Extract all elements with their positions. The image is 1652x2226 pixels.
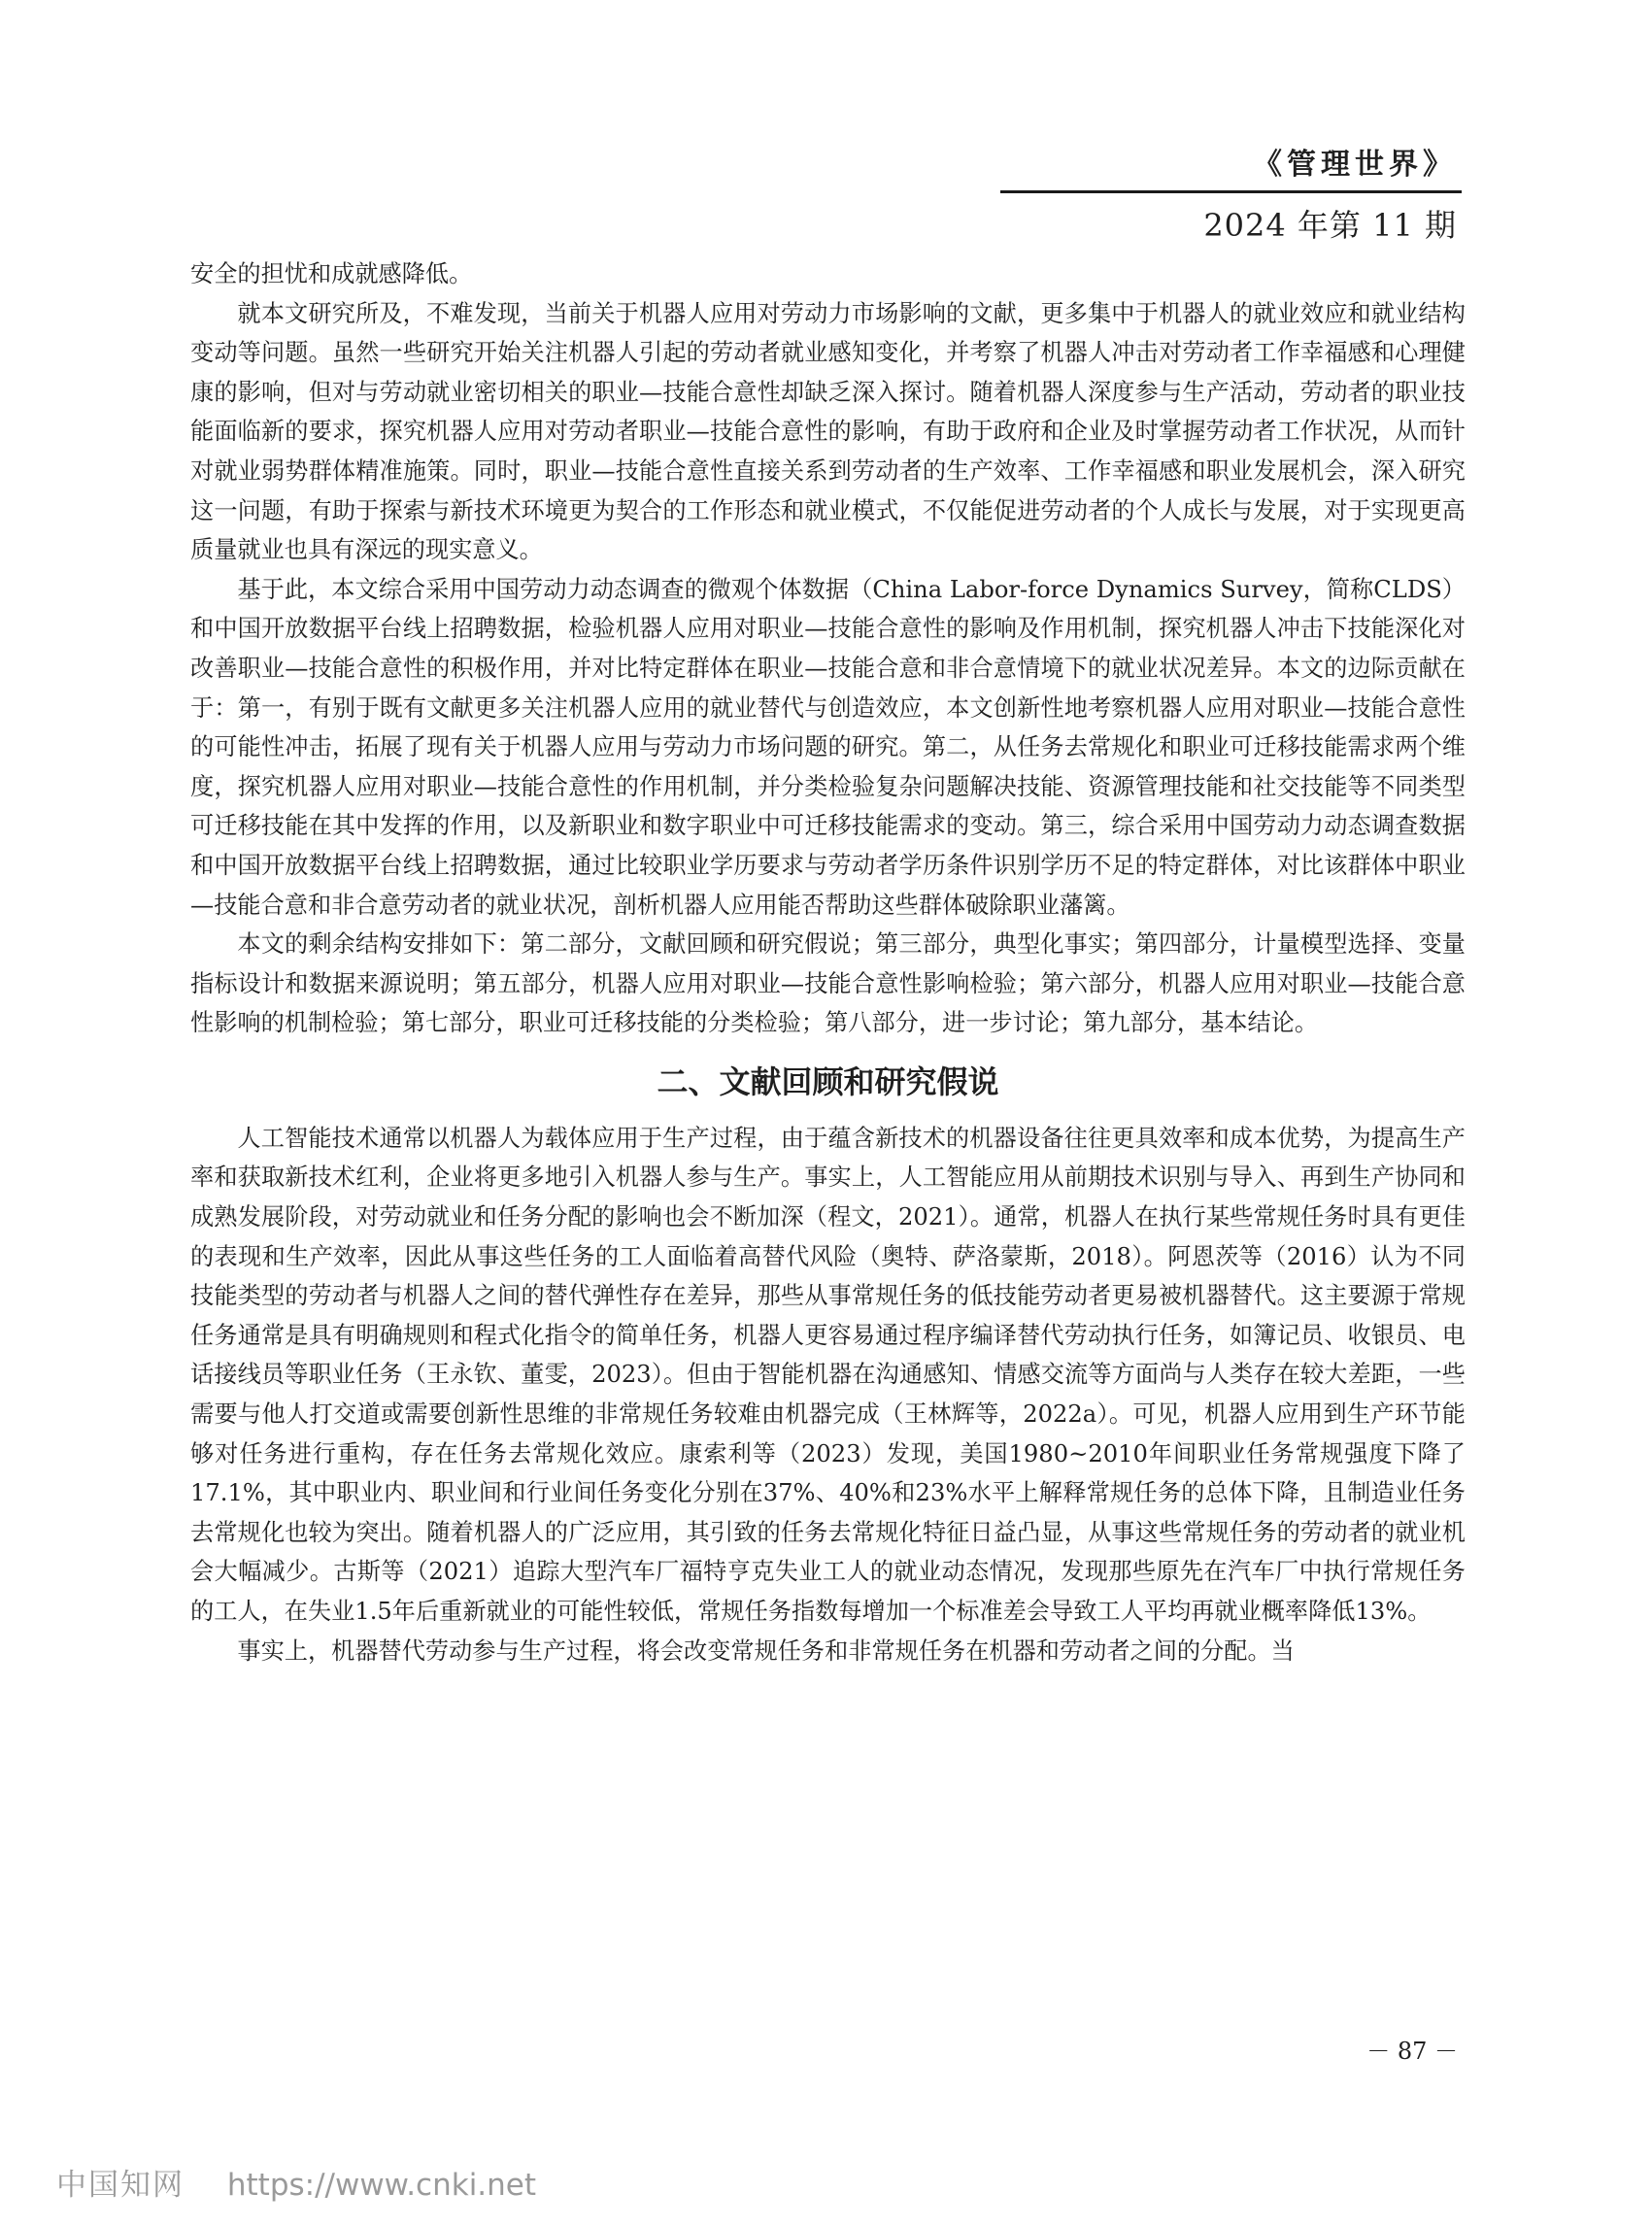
journal-title: 《管理世界》 [1253, 148, 1457, 182]
continued-paragraph: 安全的担忧和成就感降低。 [190, 260, 473, 287]
paragraph-research-gap: 就本文研究所及，不难发现，当前关于机器人应用对劳动力市场影响的文献，更多集中于机器人的就业效应和就业结构变动等问题。虽然一些研究开始关注机器人引起的劳动者就业感知变化，并考察了机器人冲击对劳动者工作幸福感和心理健康的影响，但对与劳动就业密切相关的职业—技能合意性却缺乏深入探讨。随着机器人深度参与生产活动，劳动者的职业技能面临新的要求，探究机器人应用对劳动者职业—技能合意性的影响，有助于政府和企业及时掌握劳动者工作状况，从而针对就业弱势群体精准施策。同时，职业—技能合意性直接关系到劳动者的生产效率、工作幸福感和职业发展机会，深入研究这一问题，有助于探索与新技术环境更为契合的工作形态和就业模式，不仅能促进劳动者的个人成长与发展，对于实现更高质量就业也具有深远的现实意义。 [190, 299, 1466, 564]
cnki-watermark [56, 2160, 536, 2204]
paragraph-literature: 人工智能技术通常以机器人为载体应用于生产过程，由于蕴含新技术的机器设备往往更具效率和成本优势，为提高生产率和获取新技术红利，企业将更多地引入机器人参与生产。事实上，人工智能应用从前期技术识别与导入、再到生产协同和成熟发展阶段，对劳动就业和任务分配的影响也会不断加深（程文，2021）。通常，机器人在执行某些常规任务时具有更佳的表现和生产效率，因此从事这些任务的工人面临着高替代风险（奥特、萨洛蒙斯，2018）。阿恩茨等（2016）认为不同技能类型的劳动者与机器人之间的替代弹性存在差异，那些从事常规任务的低技能劳动者更易被机器替代。这主要源于常规任务通常是具有明确规则和程式化指令的简单任务，机器人更容易通过程序编译替代劳动执行任务，如簿记员、收银员、电话接线员等职业任务（王永钦、董雯，2023）。但由于智能机器在沟通感知、情感交流等方面尚与人类存在较大差距，一些需要与他人打交道或需要创新性思维的非常规任务较难由机器完成（王林辉等，2022a）。可见，机器人应用到生产环节能够对任务进行重构，存在任务去常规化效应。康索利等（2023）发现，美国1980~2010年间职业任务常规强度下降了17.1%，其中职业内、职业间和行业间任务变化分别在37%、40%和23%水平上解释常规任务的总体下降，且制造业任务去常规化也较为突出。随着机器人的广泛应用，其引致的任务去常规化特征日益凸显，从事这些常规任务的劳动者的就业机会大幅减少。古斯等（2021）追踪大型汽车厂福特亨克失业工人的就业动态情况，发现那些原先在汽车厂中执行常规任务的工人，在失业1.5年后重新就业的可能性较低，常规任务指数每增加一个标准差会导致工人平均再就业概率降低13%。 [190, 1124, 1466, 1625]
section-heading: 二、文献回顾和研究假说 [657, 1062, 999, 1100]
paragraph-contributions: 基于此，本文综合采用中国劳动力动态调查的微观个体数据（China Labor-force Dynamics Survey，简称CLDS）和中国开放数据平台线上招聘数据，检验机器人应用对职业—技能合意性的影响及作用机制，探究机器人冲击下技能深化对改善职业—技能合意性的积极作用，并对比特定群体在职业—技能合意和非合意情境下的就业状况差异。本文的边际贡献在于：第一，有别于既有文献更多关注机器人应用的就业替代与创造效应，本文创新性地考察机器人应用对职业—技能合意性的可能性冲击，拓展了现有关于机器人应用与劳动力市场问题的研究。第二，从任务去常规化和职业可迁移技能需求两个维度，探究机器人应用对职业—技能合意性的作用机制，并分类检验复杂问题解决技能、资源管理技能和社交技能等不同类型可迁移技能在其中发挥的作用，以及新职业和数字职业中可迁移技能需求的变动。第三，综合采用中国劳动力动态调查数据和中国开放数据平台线上招聘数据，通过比较职业学历要求与劳动者学历条件识别学历不足的特定群体，对比该群体中职业—技能合意和非合意劳动者的就业状况，剖析机器人应用能否帮助这些群体破除职业藩篱。 [190, 575, 1466, 919]
issue-info: 2024 年第 11 期 [1203, 207, 1457, 244]
header-rule [1000, 190, 1462, 193]
watermark-url[interactable]: https://www.cnki.net [226, 2168, 537, 2203]
paragraph-structure: 本文的剩余结构安排如下：第二部分，文献回顾和研究假说；第三部分，典型化事实；第四部分，计量模型选择、变量指标设计和数据来源说明；第五部分，机器人应用对职业—技能合意性影响检验；第六部分，机器人应用对职业—技能合意性影响的机制检验；第七部分，职业可迁移技能的分类检验；第八部分，进一步讨论；第九部分，基本结论。 [190, 930, 1466, 1037]
article-body [190, 254, 1466, 1670]
paragraph-continuation: 事实上，机器替代劳动参与生产过程，将会改变常规任务和非常规任务在机器和劳动者之间的分配。当 [237, 1636, 1295, 1665]
page-number: － 87 － [1366, 2038, 1458, 2065]
watermark-logo: 中国知网 [56, 2168, 185, 2203]
